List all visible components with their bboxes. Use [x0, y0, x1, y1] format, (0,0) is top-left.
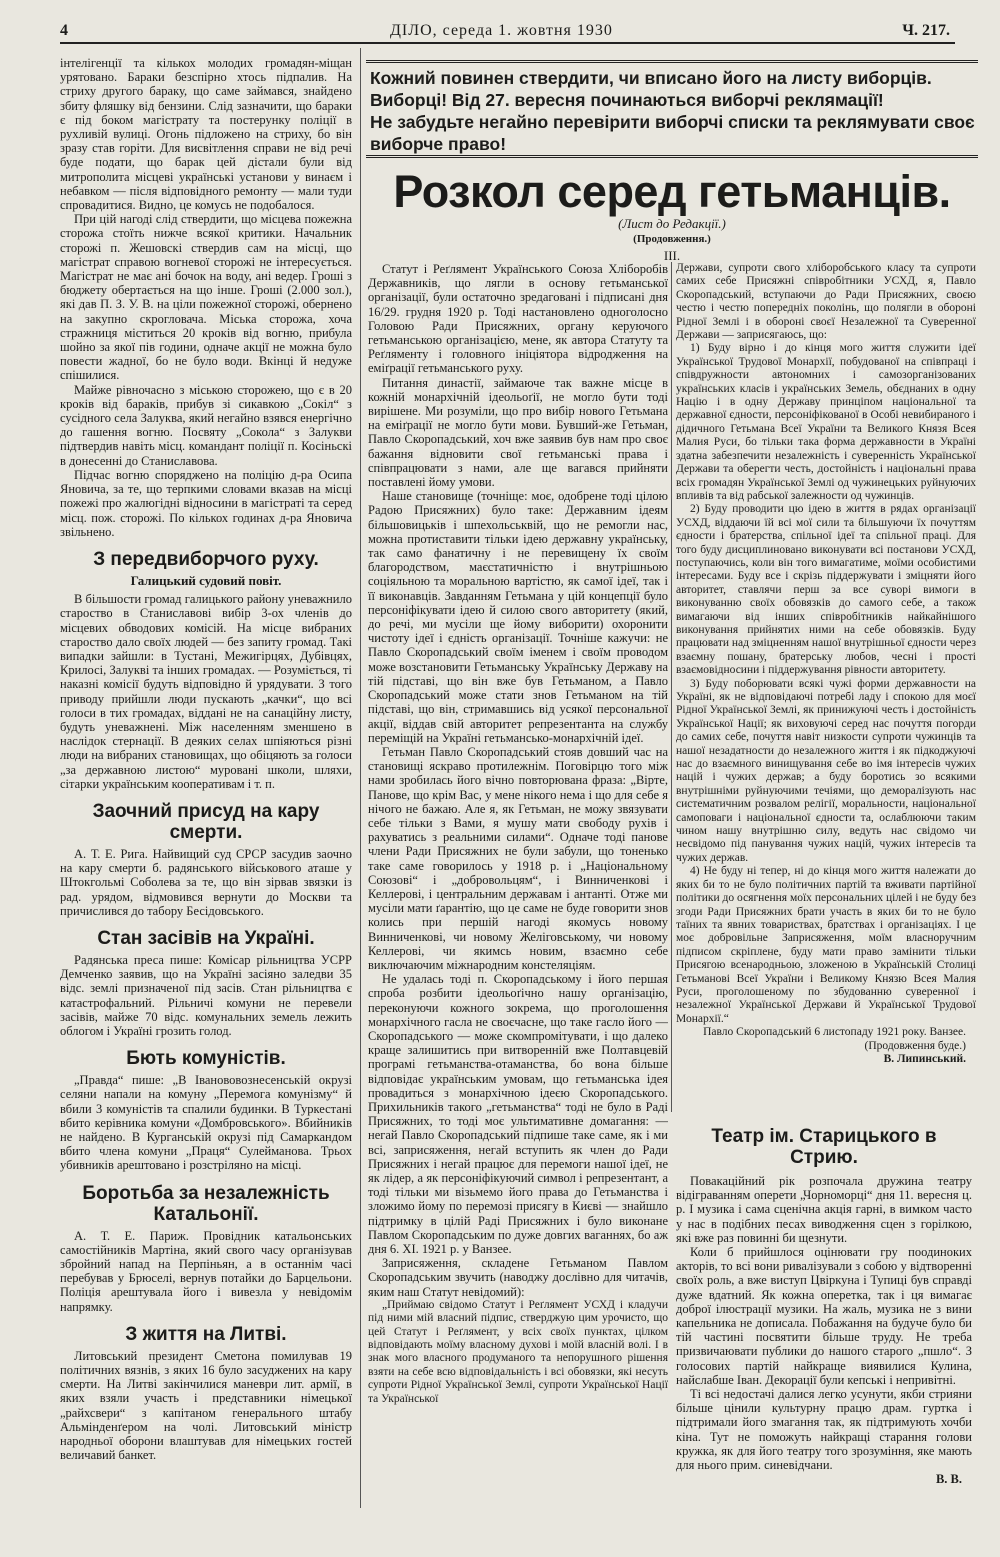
oath-intro: Держави, супроти свого хліборобського класу та супроти самих себе Присяжні співробітники УСХД, я, Павло Скоропадський, вступаючи до Ради Присяжних, своєю честю і честю попередніх поколінь, що полягли в обороні Рідної Землі і в обороні своєї Незалежної та Суверенної Держави — заприсягаюсь, що: [676, 262, 976, 342]
verdict-paragraph: А. Т. Е. Рига. Найвищий суд СРСР засудив заочно на кару смерти б. радянського військового аташе у Штокгольмі Соболева за те, що він зірвав звязки із рад. урядом, відмовився вернути до Москви та причислився до табору Бесідовського. [60, 846, 352, 918]
communists-paragraph: „Правда“ пише: „В Іванововознесенській окрузі селяни напали на комуну „Перемога комунізму“ й вбили 3 комуністів та спалили будинки. В Туркестані вбито керівника комуни «Домбровського». Вбийників не найдено. В Курганській окрузі під Самаркандом вбито члена комуни „Праця“ Сулейманова. Трьох убивників арештовано і розстріляно на місці. [60, 1073, 352, 1173]
lithuania-heading: З життя на Литві. [125, 1323, 287, 1345]
oath-quote-start: „Приймаю свідомо Статут і Реґлямент УСХД і кладучи під ними мій власний підпис, стверджую цим урочисто, що цей Статут і Реґлямент, у всіх своїх пунктах, цілком відповідають моїму власному духові і моїй власній волі. І в знак мого власного продуманого та непорушного рішення взяти на себе всю відповідальність і всі обовязки, які несуть супроти Рідної Української Землі, супроти Української Нації та Української [368, 1298, 668, 1405]
to-be-continued: (Продовження буде.) [864, 1039, 966, 1052]
appeal-line: Виборці! Від 27. вересня починаються виборчі реклямації! [370, 90, 884, 110]
communists-heading: Бють комуністів. [126, 1048, 286, 1070]
theatre-signature: В. В. [935, 1472, 962, 1487]
lithuania-paragraph: Литовський президент Сметона помилував 19 політичних вязнів, з яких 16 було засуджених на кару смерти. На Литві закінчилися маневри лит. армії, в яких взяли участь і представники німецької „райхсвери“ з капітаном генерального штабу Альмінденґером на чолі. Литовський міністр народньої оборони влаштував для німецьких гостей величавий банкет. [60, 1348, 352, 1463]
issue-number: Ч. 217. [902, 22, 950, 39]
column-rule [671, 262, 672, 1112]
appeal-line: Кожний повинен ствердити, чи вписано його на листу виборців. [370, 68, 932, 88]
article-paragraph: Питання династії, займаюче так важне місце в кожній монархічній ідеольоґії, не могло бути тоді вирішене. Ми розуміли, що про вибір нового Гетьмана на еміґрації не могло бути мови. Бувший-же Гетьман, Павло Скоропадський, хоч вже заявив був нам про своє бажання відновити свої гетьманські права і співпрацювати з нами, але ще вагався прийняти поставлені йому умови. [368, 375, 668, 490]
article-continuation: (Продовження.) [633, 233, 711, 245]
voter-appeal-box [366, 60, 978, 158]
fire-paragraph: Майже рівночасно з міською сторожею, що є в 20 кроків від бараків, прибув зі сикавкою „Сокіл“ з сусідного села Залуква, який негайно взявся енергічно до гашення вогню. Посвяту „Сокола“ з Залукви підтвердив навіть місц. командант поліції п. Косіньскі в донесенні до Станиславова. [60, 382, 352, 468]
oath-point: 2) Буду проводити цю ідею в життя в рядах організації УСХД, віддаючи їй всі мої сили та більшуючи їх почуттям єдности і братерства, спільної ідеї та спільної праці. Для того буду дисциплиновано виконувати всі постанови УСХД, поступаючись, коли він того вимагатиме, моїми особистими інтересами. Буду все і скрізь піддержувати і зміцняти його авторитет, ставлячи перш за все суворі вимоги в виконуванню своїх обовязків до самого себе, а також вимагаючи від інших співробітників найкайнішого виконування прийнятих ними на себе обовязків. Буду працювати над зміцненням нашої внутрішньої єдности через взаємну пошану, братерську любов, чесні і прості взаємовідносини і піддержування рівности авторитету. [676, 503, 976, 677]
verdict-heading: Заочний присуд на кару смерти. [92, 800, 320, 843]
theatre-paragraph: Ті всі недостачі далися легко усунути, якби стрияни більше цінили культурну працю драм. гуртка і підтримали його змагання так, як підтримують хочби кіна. Тут не поможуть найкращі старання голови кружка, як для його театру того зрозуміння, яке мають для нього прим. синевідчани. [676, 1387, 972, 1473]
oath-point: 3) Буду поборювати всякі чужі форми державности на Україні, як не відповідаючі потребі ладу і спокою для моєї Рідної Української Землі, як принижуючі честь і достойність Української Нації; як виховуючі серед нас почуття погорди до самих себе, почуття навіт низкости супроти чужинців та нашої незадатности до незалежного життя і як підкоджуючі нас до взаємного винищування себе во імя інтересів чужих націй і чужих держав; а буду боротись зо всякими внутрішніми руйнуючими течіями, що деморалізують нас систематичним розвалом релігії, моральности, національної самоповаги і національної єдности та, ослаблюючи таким чином нашу внутрішню силу, ведуть нас свідомо чи несвідомо під панування чужих націй, чужих інтересів та чужих держав. [676, 677, 976, 864]
masthead: ДІЛО, середа 1. жовтня 1930 [390, 22, 613, 39]
fire-paragraph: При цій нагоді слід ствердити, що місцева пожежна сторожа стоїть нижче всякої критики. Начальник сторожі п. Жешовскі ствердив сам на місці, що магістрат справою вогневої сторожі не інтересується. Магістрат не має ані бочок на воду, ані ведер. Гроші з бюджету обертається на що інше. Гроші (2.000 зол.), які дав П. З. У. В. на ціли пожежної сторожі, обернено на закупно скрогловача. Міська сторожа, хоча стражниця міститься 20 кроків від вогню, прибула шойно за якої пів години, одначе акції не можна було повести жадної, бо не було води. Вкінці й недуже спішилися. [60, 212, 352, 383]
catalonia-heading: Боротьба за незалежність Катальонії. [82, 1182, 330, 1225]
theatre-article [676, 1126, 972, 1506]
election-paragraph: В більшости громад галицького району уневажнило староство в Станиславові вибір 3-ох членів до місцевих обводових комісій. На місце вибраних староство дало своїх людей — без запиту громад. Такі випадки зайшли: в Тустані, Межигірцях, Дубівцях, Крилосі, Залукві та інших громадах. — Розуміється, ті наказні комісії будуть відповідно й урядувати. З того приводу прийшли люди пускають „качки“, що всі голоси в тих громадах, віддані не на санаційну листу, будуть уневажнені. Між населенням зменшено в наслідок стернації. В деяких селах шпіяються різні люди на вибраних становищах, що обіцяють за голоси „за державною листою“ муровані школи, шляхи, сітарки українським кооперативам і т. п. [60, 592, 352, 791]
page-number: 4 [60, 22, 68, 39]
article-paragraph: Заприсяження, складене Гетьманом Павлом Скоропадським звучить (наводжу дослівно для читачів, яким наш Статут невідомий): [368, 1256, 668, 1299]
article-part: III. [663, 248, 681, 263]
column-oath [676, 262, 976, 1112]
article-paragraph: Наше становище (точніще: моє, одобрене тоді цілою Радою Присяжних) було таке: Державним ідеям більшовицьків і шпехольськвій, що не ремогли нас, можна протиставити тільки ідею державну українську, так само фанатичну і не перевищену їх своїм благородством, маєстатичністю і внутрішньою соціяльною та моральною вартістю, як самої ідеї, так і її виконавців. Завданням Гетьмана у цій концепції було персоніфікувати ідею й силою свого авторитету (який, до речі, ми мусіли ще йому виборити) охоронити чистоту ідеї і єдність організації. Точніше кажучи: не Павло Скоропадський своїм іменем і своїм проводом може возстановити Гетьманську Українську Державу на тій підставі, що він вже був Гетьманом, а Павло Скоропадський може стати знов Гетьманом на тій підставі, що він, стримавшись від усякої персональної акції, віддав свій авторитет репрезентанта на службу переміщій на Україні гетьмансько-монархічній ідеї. [368, 489, 668, 745]
column-main-article [368, 262, 668, 1512]
crops-paragraph: Радянська преса пише: Комісар рільництва УСРР Демченко заявив, що на Україні засіяно заледви 35 відс. землі призначеної під засів. Стан рільництва є катастрофальний. Рільничі комуни не перевели засівів, майже 70 відс. комунальних земель лежить облогом і Україні грозить голод. [60, 952, 352, 1038]
theatre-paragraph: Повакаційний рік розпочала дружина театру відіграванням оперети „Чорноморці“ дня 11. вересня ц. р. І музика і сама сценічна акція гарні, в вимком часто у нас в подібних песах виводження сцен з горілкою, які вже раз повинні би щезнути. [676, 1174, 972, 1245]
fire-paragraph: інтелігенції та кількох молодих громадян-міщан урятовано. Бараки безспірно хтось підпалив. На стриху другого бараку, що саме займався, знайдено збиту фляшку від бензини. Слід зазначити, що бараки є під боком магістрату та постерунку поліції в рухливій вулиці. Огонь підложено на стриху, бо він зразу став горіти. Для висвітлення справи не від речі буде подати, що барак цей дістали були від митрополита місцеві українські установи у винаєм і небавком — після відповідного ремонту — мали туди спровадитися. Видно, це комусь не подобалося. [60, 56, 352, 213]
theatre-heading: Театр ім. Старицького в Стрию. [711, 1126, 937, 1168]
crops-heading: Стан засівів на Україні. [97, 927, 315, 949]
oath-point: 4) Не буду ні тепер, ні до кінця мого життя належати до яких би то не було політичних партій та вживати партійної політики до осягнення моїх персональних цілей і не буду без згоди Ради Присяжних брати участь в яких би то не було таїних та явних товариствах, братствах і організаціях. І це моє добровільне Заприсяження, моїм власноручним підписом скріплене, буду мати право замінити тільки Присягою всенародньою, зложеною в Українській Столиці Гетьманові Всеї України і Великому Князю Всея Малия Руси, проголошеному по збудованню суверенної і незалежної Української Держави й Української Трудової Монархії.“ [676, 865, 976, 1025]
article-paragraph: Гетьман Павло Скоропадський стояв довший час на становищі яскраво протилежнім. Поговірцю того між нами зробилась його вічно повторювана фраза: „Вірте, Панове, що крім Вас, у мене нікого нема і що для себе я нічого не бажаю. Але я, як Гетьман, не можу звязувати себе тільки з Вами, я мушу мати свободу рухів і рахуватись з реальними силами“. Одначе тоді панове члени Ради Присяжних не були забули, що тоненько таке саме говорилось у 1918 р. і „Національному Союзові“ і „добровольцям“, і Винниченкові і Келлерові, і центральним державам і антанті. Отже ми мусіли мати ґарантію, що це саме не буде говорити знов колись при першій нагоді якомусь новому Винниченкові, чи новому Желіговському, чи новому Келлерові, чи якимсь новим, взаємно себе виключаючим міжнародним констеляціям. [368, 744, 668, 972]
page-header [60, 20, 955, 44]
election-subheading: Галицький судовий повіт. [130, 572, 282, 588]
article-paragraph: Статут і Реґлямент Українського Союза Хліборобів Державників, що лягли в основу гетьманської організації, були остаточно зредаговані і підписані дня 16/29. грудня 1920 р. Тоді настановлено одноголосно Головою Ради Присяжних, органу керуючого гетьманською організацією, мене, як автора Статуту та Реґляменту і головного ініціятора відродження на еміґрації гетьманського руху. [368, 262, 668, 376]
oath-signature: Павло Скоропадський 6 листопаду 1921 року. Ванзее. [703, 1026, 966, 1039]
main-headline: Розкол серед гетьманців. [393, 166, 951, 217]
theatre-paragraph: Коли б прийшлося оцінювати гру поодиноких акторів, то всі вони ривалізували з собою у відтворенні своїх роль, а вже виступ Цвіркуна і Тупиці був справді дуже вдатний. Як кожна оперетка, так і ця вимагає доброї ілюстрації музики. На жаль, музика не з вини капельника не дописала. Побажання на будуче було би тій частині посвятити більше труду. Не треба призвичаювати публики до нашого старого „пшло“. З голосових партій найкраще виявилися Кулина, найслабше Іван. Декорації були кепські і непривітні. [676, 1245, 972, 1387]
appeal-line: Не забудьте негайно перевірити виборчі списки та реклямувати своє виборче право! [370, 112, 975, 154]
article-author: В. Липинський. [883, 1052, 966, 1065]
article-paragraph: Не удалась тоді п. Скоропадському і його першая спроба розбити ідеольоґічно нашу організацію, переконуючи кожного зокрема, що проголошення монархічного гасла не своєчасне, що таке гасло його — Скоропадського — може скомпромітувати, і що далеко краще залишитись при витворенній вже Полтавцевій програмі гетьманства-отаманства, бо вона більше відповідає українським умовам, що гетьманська ідея провадиться з монархічною ідеєю Скоропадського. Прихильників такого „гетьманства“ тоді не було в Раді Присяжних, то тоді моє ультимативне домагання: — негай Павло Скоропадський підпише таке саме, як і ми всі, заприсяження, негай вступить як член до Ради Присяжних і негай працює для перемоги нашої ідеї, не як лідер, а як персоніфікуючий символ і репрезентант, а тоді тільки ми візьмемо його права до Гетьманства і зложимо йому по перемозі присягу в Києві — знайшло підтримку в цілій Раді Присяжних і було виконане Павлом Скоропадським по дуже довгих ваганнях, бо аж дня 6. XI. 1921 р. у Ванзее. [368, 972, 668, 1257]
election-heading: З передвиборчого руху. [93, 548, 319, 570]
column-rule [360, 48, 361, 1508]
oath-point: 1) Буду вірно і до кінця мого життя служити ідеї Української Трудової Монархії, побудованої на співпраці і співдружности автономних і самозорганізованих українських класів і українських Земель, обєднаних в одну Націю і в одну Державу принціпом національної та державної єдности, персоніфікованої в Особі невибираного і дідичного Гетьмана Всеї України та Великого Князя Всея Малия Руси, бо тільки така форма державности в Україні здатна забезпечити незалежність і суверенність Української Держави та оберегти честь, достойність і національні права всіх громадян Української Землі од чужинецьких руйнуючих впливів та від рабської залежности од чужинців. [676, 342, 976, 502]
fire-paragraph: Підчас вогню споряджено на поліцію д-ра Осипа Яновича, за те, що терпкими словами вказав на місці пожежі про жалюгідні відносини в магістраті та серед місц. пож. сторожі. По кількох годинах д-ра Яновича звільнено. [60, 467, 352, 539]
article-subtitle: (Лист до Редакції.) [618, 216, 726, 231]
column-left [60, 56, 352, 1516]
oath-points-list [676, 342, 976, 1026]
catalonia-paragraph: А. Т. Е. Париж. Провідник катальонських самостійників Мартіна, який свого часу організував збройний напад на Перпіньян, а в останнім часі перебував у Брюселі, вернув потайки до Барцельони. Поліція арештувала його і вивезла у невідомім напрямку. [60, 1228, 352, 1314]
